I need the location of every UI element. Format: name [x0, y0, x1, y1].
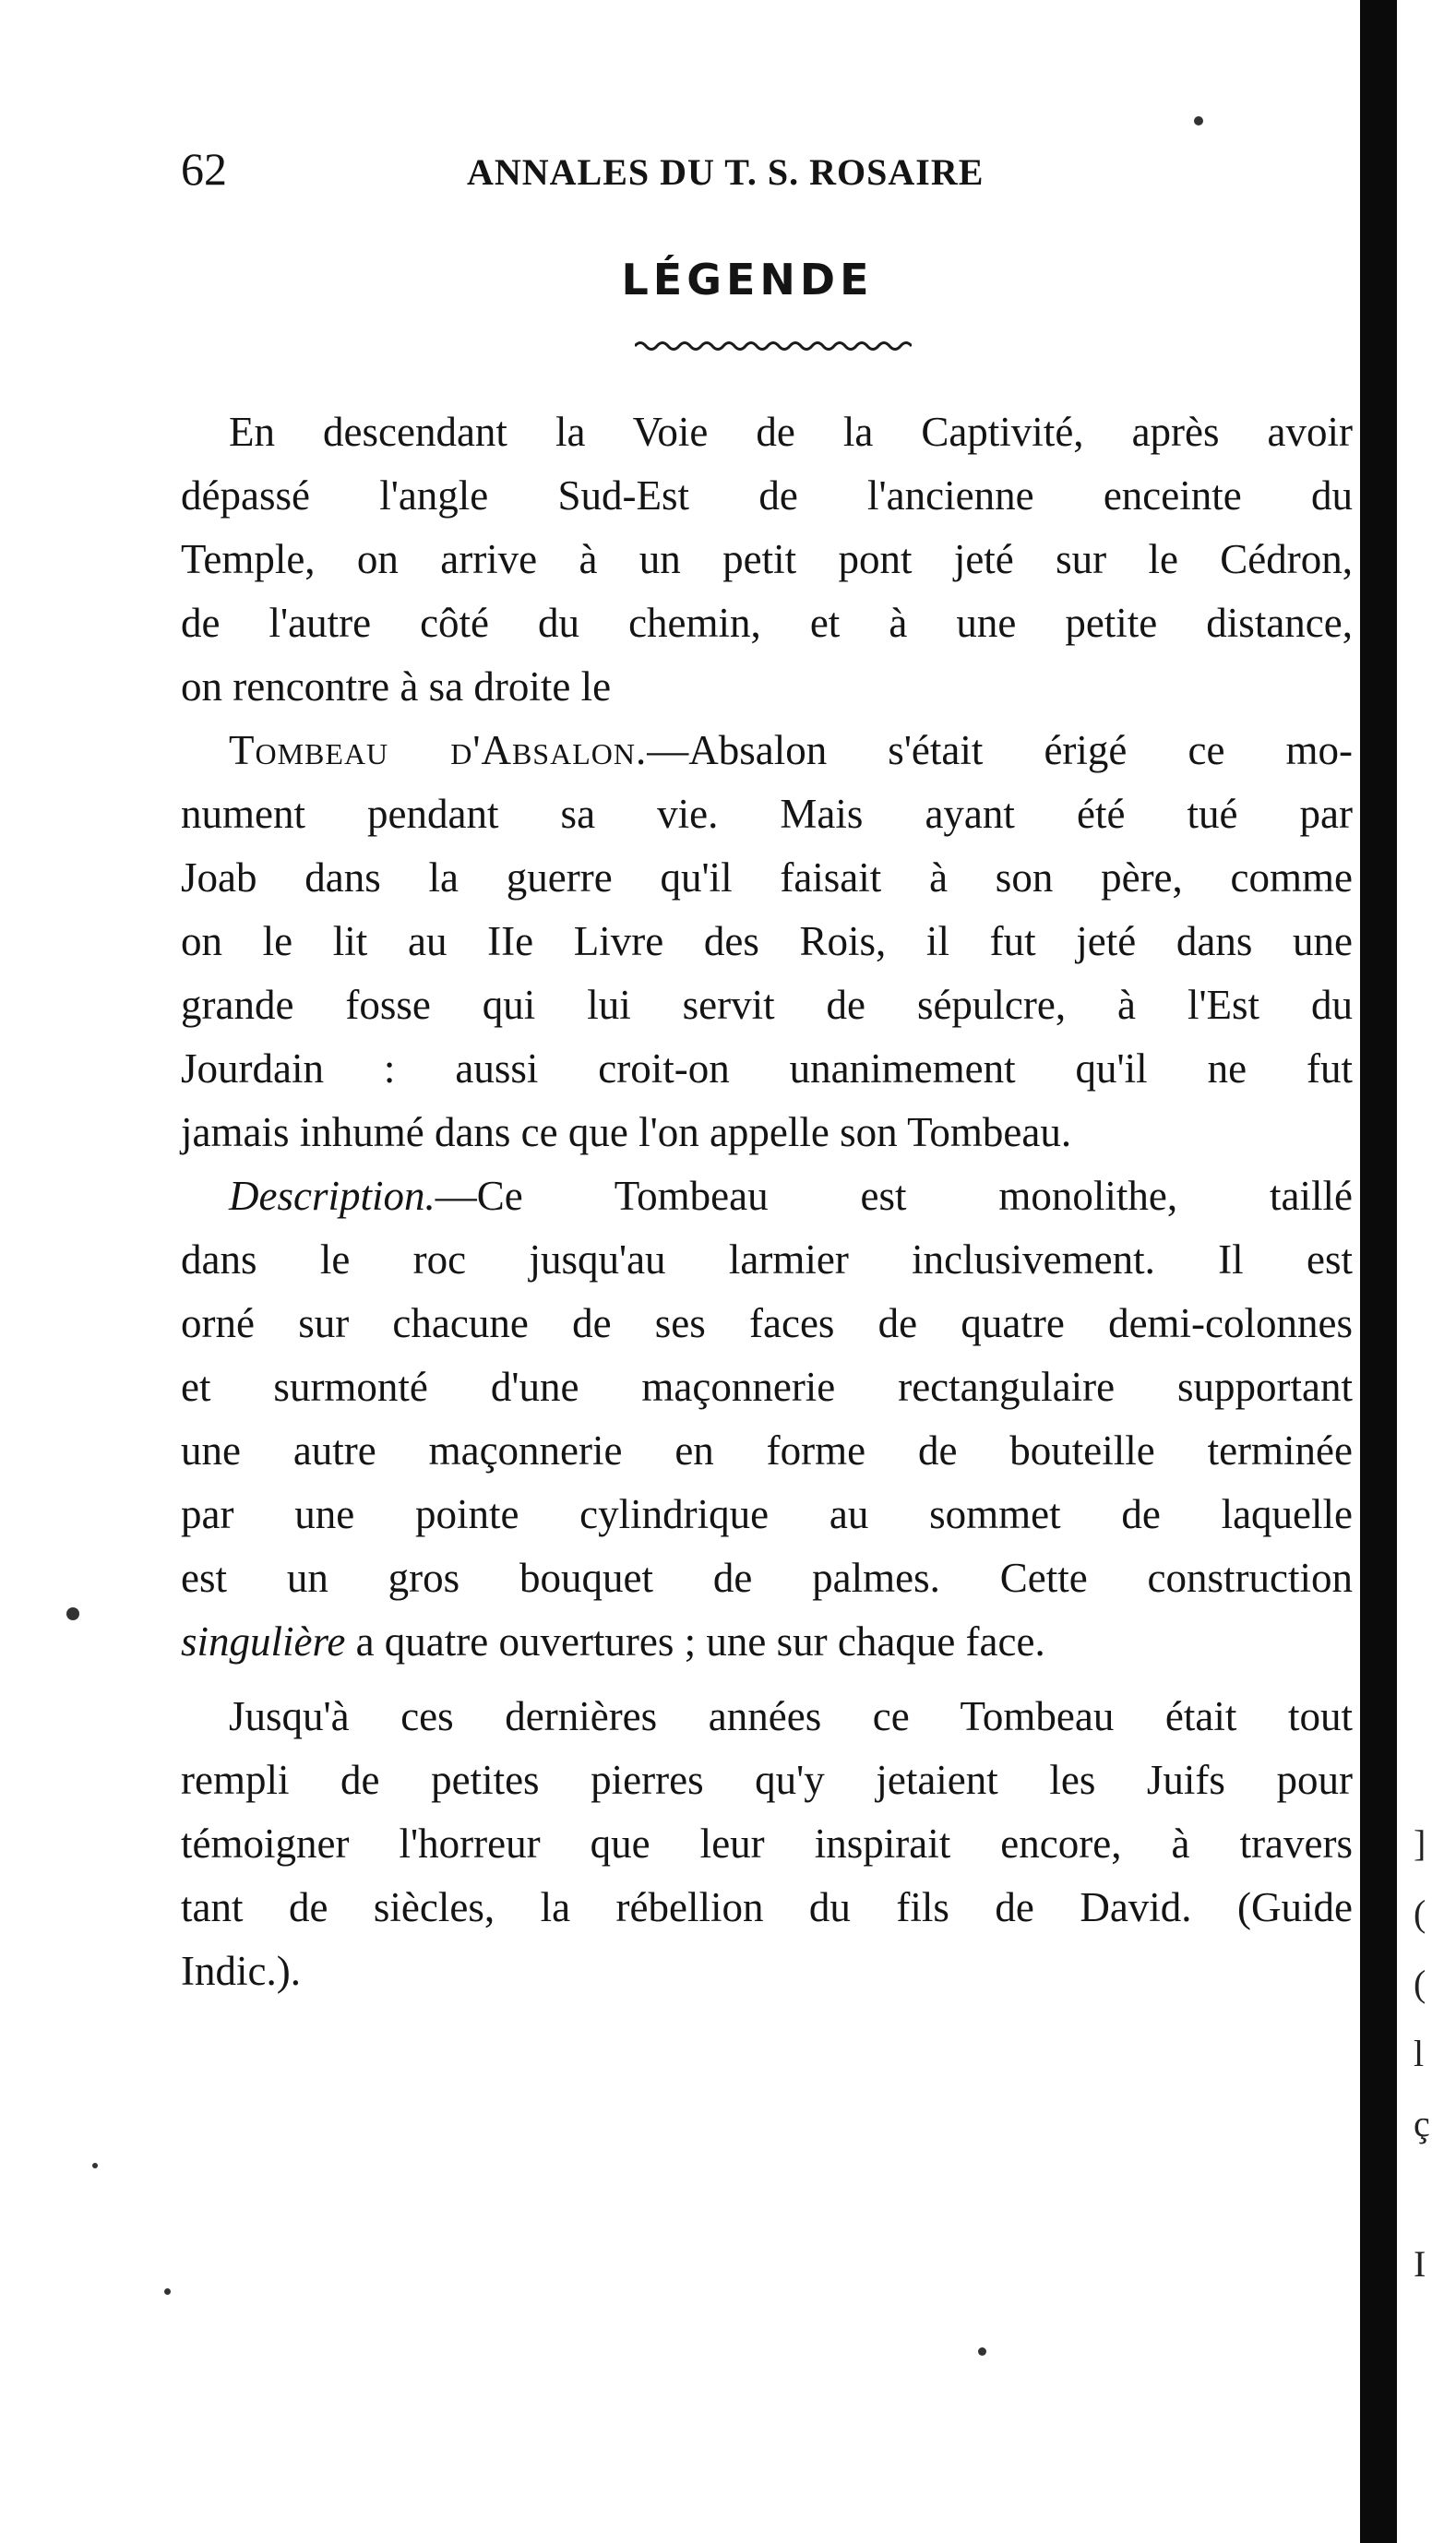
text-run: on rencontre à sa droite le [181, 663, 612, 710]
text-run: tant de siècles, la rébellion du fils de David. (Guide [181, 1884, 1353, 1930]
text-run: Joab dans la guerre qu'il faisait à son père, comme [181, 854, 1353, 901]
text-line [181, 1228, 1353, 1292]
ink-speck [978, 2347, 986, 2356]
text-run: Jourdain : aussi croit-on unanimement qu'il ne fut [181, 1045, 1353, 1092]
text-run: rempli de petites pierres qu'y jetaient les Juifs pour [181, 1757, 1353, 1803]
edge-glyph [1414, 2159, 1450, 2229]
text-line [181, 528, 1353, 591]
edge-glyph: ç [1414, 2103, 1430, 2144]
text-run: a quatre ouvertures ; une sur chaque face. [345, 1618, 1045, 1665]
text-line [181, 1164, 1353, 1228]
text-line [181, 846, 1353, 910]
text-line [181, 719, 1353, 782]
text-run: nument pendant sa vie. Mais ayant été tué par [181, 791, 1353, 837]
edge-glyph: ( [1414, 1963, 1426, 2004]
text-run: Indic.). [181, 1948, 301, 1994]
text-run: —Absalon s'était érigé ce mo- [647, 727, 1353, 773]
text-run: une autre maçonnerie en forme de bouteille terminée [181, 1427, 1353, 1474]
title-ornament [635, 340, 912, 352]
text-run: grande fosse qui lui servit de sépulcre, à l'Est du [181, 982, 1353, 1028]
text-run: et surmonté d'une maçonnerie rectangulaire supportant [181, 1364, 1353, 1410]
text-run: on le lit au IIe Livre des Rois, il fut jeté dans une [181, 918, 1353, 964]
text-run: —Ce Tombeau est monolithe, taillé [435, 1173, 1353, 1219]
text-line [181, 464, 1353, 528]
running-title: ANNALES DU T. S. ROSAIRE [467, 151, 985, 193]
text-line [181, 782, 1353, 846]
text-line [181, 910, 1353, 973]
text-line [181, 1101, 1353, 1164]
text-line [181, 1940, 1353, 2003]
legend-body-text [181, 400, 1353, 2003]
text-run: par une pointe cylindrique au sommet de laquelle [181, 1491, 1353, 1537]
ink-speck [1194, 116, 1203, 125]
text-line [181, 1812, 1353, 1876]
text-run: orné sur chacune de ses faces de quatre demi-colonnes [181, 1300, 1353, 1346]
text-line [181, 400, 1353, 464]
edge-glyph: ] [1414, 1822, 1426, 1864]
edge-glyph: l [1414, 2033, 1425, 2074]
text-line [181, 591, 1353, 655]
text-line [181, 1419, 1353, 1483]
section-title: LÉGENDE [621, 255, 874, 304]
italic-text: singulière [181, 1618, 346, 1665]
text-run: Jusqu'à ces dernières années ce Tombeau était tout [229, 1693, 1353, 1739]
text-line [181, 1749, 1353, 1812]
edge-glyph: I [1414, 2243, 1426, 2285]
text-run: jamais inhumé dans ce que l'on appelle son Tombeau. [181, 1109, 1072, 1155]
ink-speck [66, 1607, 79, 1620]
text-line [181, 973, 1353, 1037]
ink-speck [92, 2163, 98, 2168]
text-run: est un gros bouquet de palmes. Cette construction [181, 1555, 1353, 1601]
page-number: 62 [181, 143, 227, 195]
text-line [181, 1483, 1353, 1546]
facing-page-edge [1414, 1809, 1450, 2299]
text-line [181, 1610, 1353, 1674]
text-line [181, 1546, 1353, 1610]
ink-speck [164, 2288, 171, 2295]
small-caps-heading: Tombeau d'Absalon. [229, 727, 648, 773]
italic-text: Description. [229, 1173, 436, 1219]
text-line [181, 1685, 1353, 1749]
text-run: dépassé l'angle Sud-Est de l'ancienne enceinte du [181, 472, 1353, 519]
edge-glyph: ( [1414, 1892, 1426, 1934]
text-run: En descendant la Voie de la Captivité, après avoir [229, 409, 1353, 455]
text-run: témoigner l'horreur que leur inspirait encore, à travers [181, 1821, 1353, 1867]
text-run: de l'autre côté du chemin, et à une petite distance, [181, 600, 1353, 646]
text-line [181, 1037, 1353, 1101]
gutter-shadow [1360, 0, 1397, 2543]
text-line [181, 1355, 1353, 1419]
text-line [181, 655, 1353, 719]
text-line [181, 1876, 1353, 1940]
text-run: dans le roc jusqu'au larmier inclusivement. Il est [181, 1236, 1353, 1283]
text-run: Temple, on arrive à un petit pont jeté sur le Cédron, [181, 536, 1353, 582]
running-head [181, 137, 1371, 201]
text-line [181, 1292, 1353, 1355]
